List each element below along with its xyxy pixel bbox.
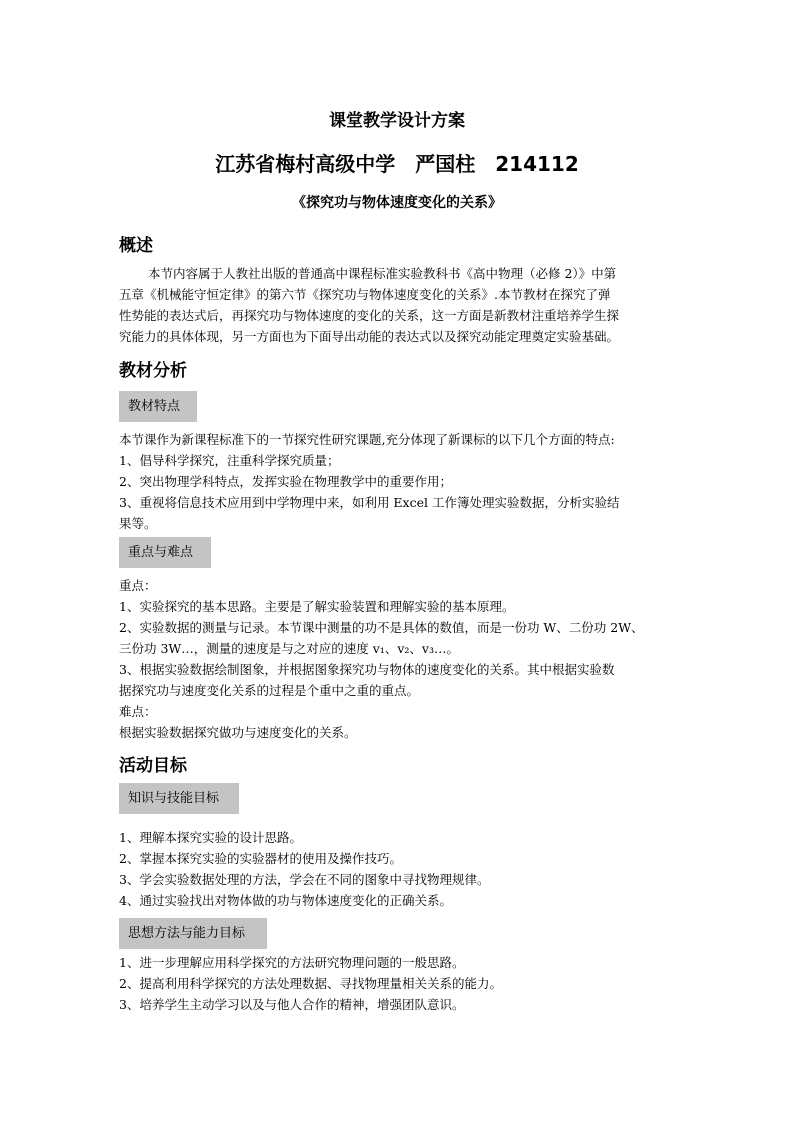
- focus-line: 难点：: [119, 704, 157, 719]
- overview-line: 五章《机械能守恒定律》的第六节《探究功与物体速度变化的关系》.本节教材在探究了弹: [119, 287, 611, 302]
- method-label: 思想方法与能力目标: [119, 918, 267, 949]
- features-line: 果等。: [119, 516, 157, 531]
- knowledge-line: 3、学会实验数据处理的方法，学会在不同的图象中寻找物理规律。: [119, 872, 490, 887]
- overview-line: 性势能的表达式后，再探究功与物体速度的变化的关系，这一方面是新教材注重培养学生探: [119, 308, 620, 323]
- focus-line: 3、根据实验数据绘制图象，并根据图象探究功与物体的速度变化的关系。其中根据实验数: [119, 662, 615, 677]
- overview-heading: 概述: [119, 236, 153, 256]
- method-line: 3、培养学生主动学习以及与他人合作的精神，增强团队意识。: [119, 997, 465, 1012]
- features-line: 1、倡导科学探究，注重科学探究质量；: [119, 453, 340, 468]
- features-label: 教材特点: [119, 391, 197, 422]
- focus-line: 重点：: [119, 578, 157, 593]
- focus-line: 三份功 3W…，测量的速度是与之对应的速度 v₁、v₂、v₃…。: [119, 641, 459, 656]
- overview-line: 本节内容属于人教社出版的普通高中课程标准实验教科书《高中物理（必修 2）》中第: [148, 266, 617, 281]
- focus-line: 根据实验数据探究做功与速度变化的关系。: [119, 725, 357, 740]
- features-line: 2、突出物理学科特点，发挥实验在物理教学中的重要作用；: [119, 474, 452, 489]
- author-line: 江苏省梅村高级中学 严国柱 214112: [215, 152, 579, 176]
- goals-heading: 活动目标: [119, 756, 187, 776]
- features-line: 本节课作为新课程标准下的一节探究性研究课题,充分体现了新课标的以下几个方面的特点:: [119, 432, 615, 447]
- document-title: 课堂教学设计方案: [329, 111, 465, 131]
- knowledge-line: 1、理解本探究实验的设计思路。: [119, 830, 302, 845]
- knowledge-line: 4、通过实验找出对物体做的功与物体速度变化的正确关系。: [119, 893, 452, 908]
- method-line: 2、提高利用科学探究的方法处理数据、寻找物理量相关关系的能力。: [119, 976, 502, 991]
- knowledge-line: 2、掌握本探究实验的实验器材的使用及操作技巧。: [119, 851, 402, 866]
- overview-line: 究能力的具体体现，另一方面也为下面导出动能的表达式以及探究动能定理奠定实验基础。: [119, 329, 620, 344]
- knowledge-label: 知识与技能目标: [119, 783, 239, 814]
- focus-line: 1、实验探究的基本思路。主要是了解实验装置和理解实验的基本原理。: [119, 599, 515, 614]
- lesson-title: 《探究功与物体速度变化的关系》: [292, 195, 502, 211]
- analysis-heading: 教材分析: [119, 361, 187, 381]
- method-line: 1、进一步理解应用科学探究的方法研究物理问题的一般思路。: [119, 955, 465, 970]
- focus-label: 重点与难点: [119, 537, 211, 568]
- features-line: 3、重视将信息技术应用到中学物理中来，如利用 Excel 工作簿处理实验数据，分析实验结: [119, 495, 620, 510]
- focus-line: 2、实验数据的测量与记录。本节课中测量的功不是具体的数值，而是一份功 W、二份功 2W、: [119, 620, 644, 635]
- focus-line: 据探究功与速度变化关系的过程是个重中之重的重点。: [119, 683, 420, 698]
